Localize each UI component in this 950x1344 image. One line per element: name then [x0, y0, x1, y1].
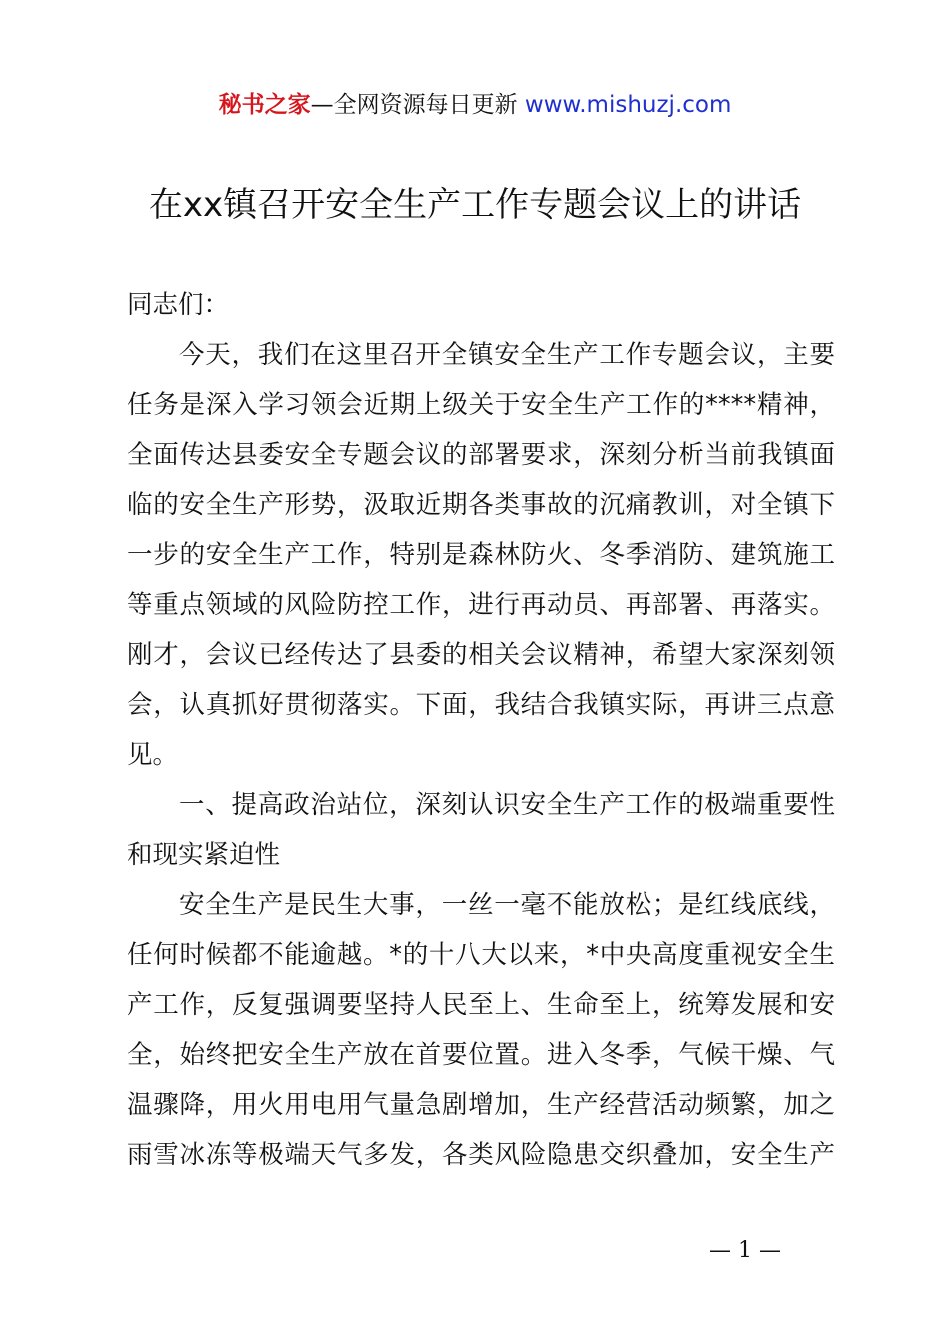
body-line: 一步的安全生产工作，特别是森林防火、冬季消防、建筑施工	[127, 540, 835, 570]
body-line: 刚才，会议已经传达了县委的相关会议精神，希望大家深刻领	[127, 640, 835, 670]
body-line: 任何时候都不能逾越。*的十八大以来，*中央高度重视安全生	[127, 940, 835, 970]
section-heading: 一、提高政治站位，深刻认识安全生产工作的极端重要性	[179, 790, 835, 820]
salutation: 同志们：	[127, 290, 230, 320]
document-body	[127, 280, 835, 1180]
body-line: 临的安全生产形势，汲取近期各类事故的沉痛教训，对全镇下	[127, 490, 835, 520]
site-header	[0, 88, 950, 122]
body-line: 等重点领域的风险防控工作，进行再动员、再部署、再落实。	[127, 590, 835, 620]
body-line: 全，始终把安全生产放在首要位置。进入冬季，气候干燥、气	[127, 1040, 835, 1070]
document-title: 在xx镇召开安全生产工作专题会议上的讲话	[148, 185, 802, 225]
body-line: 温骤降，用火用电用气量急剧增加，生产经营活动频繁，加之	[127, 1090, 835, 1120]
page-number: — 1 —	[709, 1238, 781, 1263]
body-line: 任务是深入学习领会近期上级关于安全生产工作的****精神，	[127, 390, 835, 420]
body-line: 会，认真抓好贯彻落实。下面，我结合我镇实际，再讲三点意	[127, 690, 835, 720]
site-brand: 秘书之家	[218, 92, 311, 118]
body-line: 见。	[127, 740, 179, 770]
body-line: 安全生产是民生大事，一丝一毫不能放松；是红线底线，	[179, 890, 835, 920]
body-line: 产工作，反复强调要坚持人民至上、生命至上，统筹发展和安	[127, 990, 835, 1020]
body-line: 雨雪冰冻等极端天气多发，各类风险隐患交织叠加，安全生产	[127, 1140, 835, 1170]
section-heading: 和现实紧迫性	[127, 840, 281, 870]
site-url-link[interactable]: www.mishuzj.com	[524, 92, 732, 118]
body-line: 全面传达县委安全专题会议的部署要求，深刻分析当前我镇面	[127, 440, 835, 470]
site-tagline: —全网资源每日更新	[310, 92, 525, 118]
body-line: 今天，我们在这里召开全镇安全生产工作专题会议，主要	[179, 340, 835, 370]
